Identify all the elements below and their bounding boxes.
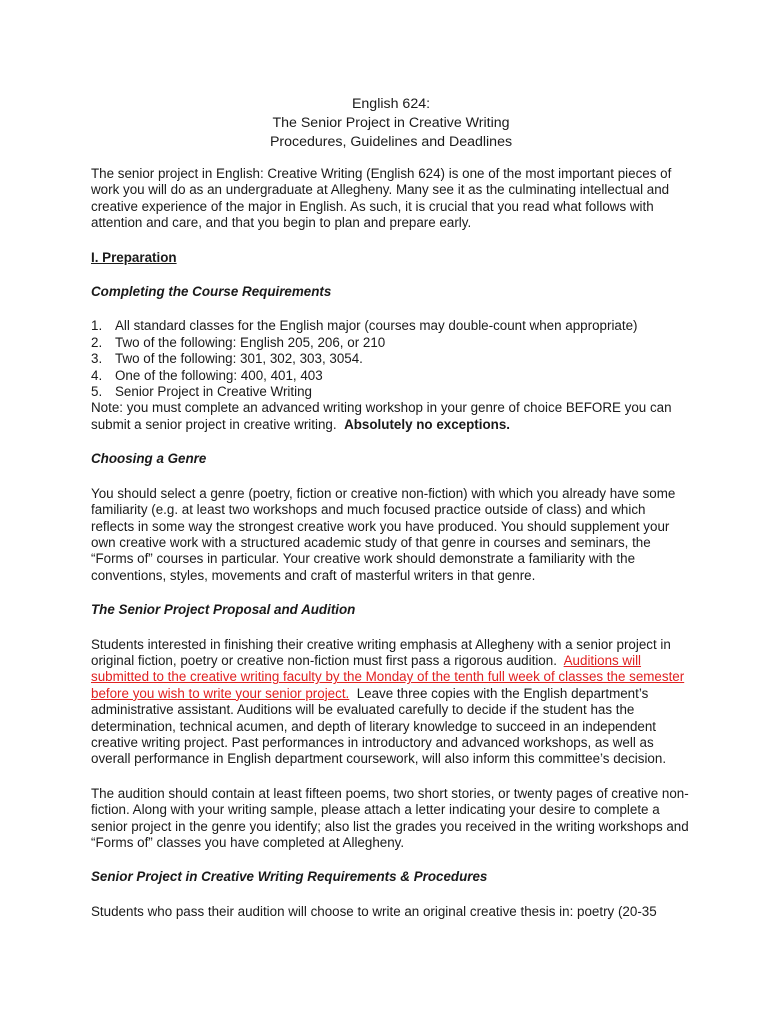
list-item [91, 318, 691, 334]
proposal-text-end: Leave three copies with the English department’s administrative assistant. Auditions will be evaluated carefully to decide if the student has the determination, technical acumen, and depth of literary knowledge to succeed in an independent creative writing project. Past performances in introductory and advanced workshops, as well as overall performance in English department coursework, will also inform this committee’s decision. [91, 685, 667, 767]
list-item [91, 384, 691, 400]
list-item [91, 351, 691, 367]
list-number: 1. [91, 318, 103, 334]
genre-paragraph: You should select a genre (poetry, fiction or creative non-fiction) with which you already have some familiarity (e.g. at least two workshops and much focused practice outside of class) and which reflects in some way the strongest creative work you have produced. You should supplement your own creative work with a structured academic study of that genre in courses and seminars, the “Forms of” courses in particular. Your creative work should demonstrate a familiarity with the conventions, styles, movements and craft of masterful writers in that genre. [91, 485, 676, 583]
intro-paragraph: The senior project in English: Creative Writing (English 624) is one of the most important pieces of work you will do as an undergraduate at Allegheny. Many see it as the culminating intellectual and creative experience of the major in English. As such, it is crucial that you read what follows with attention and care, and that you begin to plan and prepare early. [91, 166, 672, 231]
note-text: Note: you must complete an advanced writing workshop in your genre of choice BEFORE you can submit a senior project in creative writing. [91, 400, 672, 432]
document-title [91, 95, 691, 152]
proposal-text-start: Students interested in finishing their creative writing emphasis at Allegheny with a senior project in original fiction, poetry or creative non-fiction must first pass a rigorous audition. [91, 636, 671, 668]
subheading-course-requirements: Completing the Course Requirements [91, 284, 332, 300]
title-line-1: English 624: [351, 96, 431, 112]
subheading-choosing-genre: Choosing a Genre [91, 451, 207, 467]
list-text: All standard classes for the English major (courses may double-count when appropriate) [115, 318, 638, 334]
audition-deadline-text: Auditions will submitted to the creative writing faculty by the Monday of the tenth full week of classes the semester before you wish to write your senior project. [91, 652, 685, 701]
list-number: 4. [91, 367, 103, 383]
requirements-paragraph: Students who pass their audition will choose to write an original creative thesis in: poetry (20-35 [91, 903, 657, 919]
requirements-note [91, 400, 691, 433]
list-number: 2. [91, 334, 103, 350]
list-text: Two of the following: 301, 302, 303, 3054. [115, 351, 363, 367]
proposal-paragraph [91, 637, 691, 768]
list-number: 5. [91, 384, 103, 400]
title-line-2: The Senior Project in Creative Writing [272, 115, 510, 131]
document-content [91, 95, 691, 920]
list-item [91, 368, 691, 384]
list-text: One of the following: 400, 401, 403 [115, 367, 323, 383]
list-text: Two of the following: English 205, 206, or 210 [115, 334, 386, 350]
list-item [91, 335, 691, 351]
list-number: 3. [91, 351, 103, 367]
audition-paragraph: The audition should contain at least fifteen poems, two short stories, or twenty pages of creative non-fiction. Along with your writing sample, please attach a letter indicating your desire to complete a senior project in the genre you identify; also list the grades you received in the writing workshops and “Forms of” classes you have completed at Allegheny. [91, 785, 689, 850]
subheading-requirements-procedures: Senior Project in Creative Writing Requirements & Procedures [91, 869, 488, 885]
course-requirements-list [91, 318, 691, 400]
title-line-3: Procedures, Guidelines and Deadlines [269, 134, 513, 150]
subheading-proposal-audition: The Senior Project Proposal and Audition [91, 602, 356, 618]
note-emphasis: Absolutely no exceptions. [344, 416, 510, 432]
section-heading-preparation: I. Preparation [91, 249, 177, 265]
list-text: Senior Project in Creative Writing [115, 384, 312, 400]
